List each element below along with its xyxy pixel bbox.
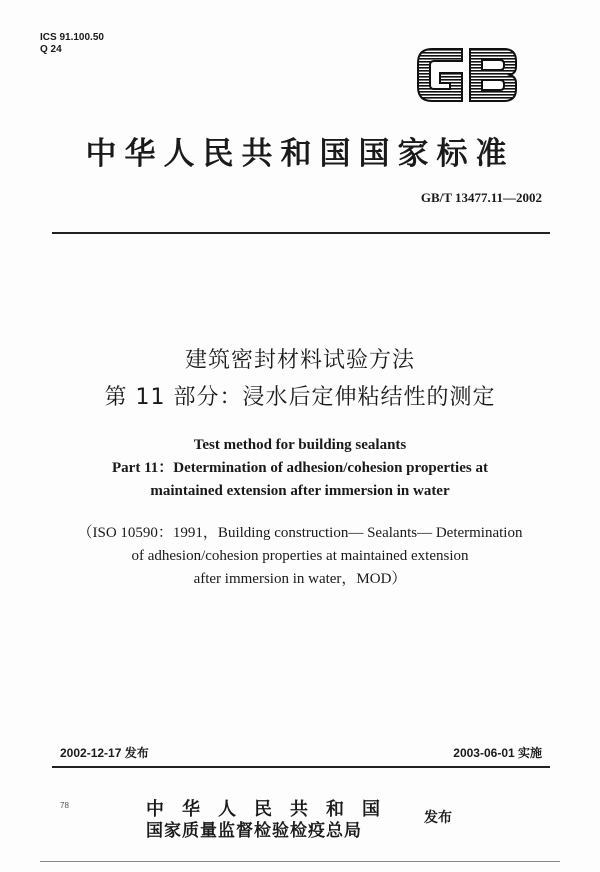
english-title [0,434,600,503]
national-standard-title: 中华人民共和国国家标准 [85,136,515,172]
english-title-line2: Part 11：Determination of adhesion/cohesion properties at [112,460,488,476]
iso-reference-line3: after immersion in water，MOD） [193,571,407,587]
issuer-line1: 中华人民共和国 [146,799,398,820]
issuer-line2: 国家质量监督检验检疫总局 [146,821,362,841]
classification-codes [40,32,104,56]
bottom-divider [52,766,550,768]
chinese-title-line2: 第 11 部分：浸水后定伸粘结性的测定 [104,385,496,410]
english-title-line1: Test method for building sealants [193,437,407,453]
standard-number: GB/T 13477.11—2002 [420,190,542,205]
chinese-title-line1: 建筑密封材料试验方法 [184,348,415,373]
iso-reference-line1: （ISO 10590：1991，Building construction— Sealants— Determination [77,525,523,541]
page-mark: 78 [60,801,69,810]
english-title-line3: maintained extension after immersion in water [150,483,450,499]
iso-reference [0,522,600,591]
iso-reference-line2: of adhesion/cohesion properties at maintained extension [131,548,469,564]
footer-divider [40,861,560,862]
top-divider [52,232,550,234]
gb-logo-icon [412,43,522,107]
implementation-date: 2003-06-01 实施 [453,746,542,760]
issue-date: 2002-12-17 发布 [60,746,149,760]
ics-code: ICS 91.100.50 [40,32,104,43]
publish-label: 发布 [424,810,452,826]
ccs-code: Q 24 [40,44,62,55]
